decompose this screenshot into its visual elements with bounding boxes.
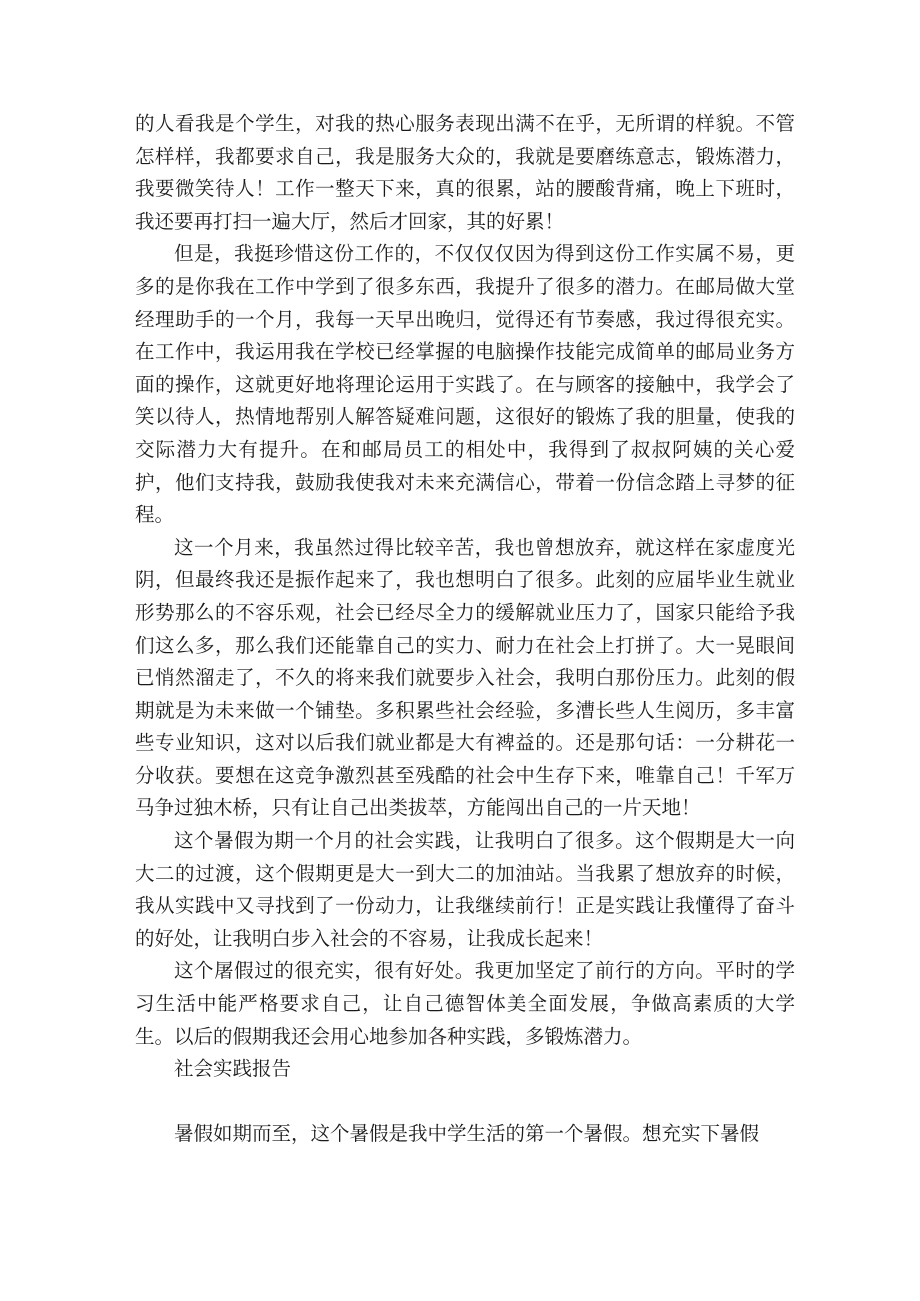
section-spacer <box>135 1086 795 1118</box>
paragraph: 这个屠假过的很充实，很有好处。我更加坚定了前行的方向。平时的学习生活中能严格要求自己，让自己德智体美全面发展，争做高素质的大学生。以后的假期我还会用心地参加各种实践，多锻炼潜力。 <box>135 959 795 1048</box>
paragraph: 暑假如期而至，这个暑假是我中学生活的第一个暑假。想充实下暑假 <box>174 1121 760 1145</box>
paragraph-continued: 的人看我是个学生，对我的热心服务表现出满不在乎，无所谓的样貌。不管怎样样，我都要求自己，我是服务大众的，我就是要磨练意志，锻炼潜力，我要微笑待人！工作一整天下来，真的很累，站的腰酸背痛，晚上下班时，我还要再打扫一遍大厅，然后才回家，其的好累！ <box>135 112 795 233</box>
paragraph: 但是，我挺珍惜这份工作的，不仅仅仅因为得到这份工作实属不易，更多的是你我在工作中学到了很多东西，我提升了很多的潜力。在邮局做大堂经理助手的一个月，我每一天早出晚归，觉得还有节奏感，我过得很充实。在工作中，我运用我在学校已经掌握的电脑操作技能完成简单的邮局业务方面的操作，这就更好地将理论运用于实践了。在与顾客的接触中，我学会了笑以待人，热情地帮别人解答疑难问题，这很好的锻炼了我的胆量，使我的交际潜力大有提升。在和邮局员工的相处中，我得到了叔叔阿姨的关心爱护，他们支持我，鼓励我使我对未来充满信心，带着一份信念踏上寻梦的征程。 <box>135 242 795 527</box>
paragraph: 这个暑假为期一个月的社会实践，让我明白了很多。这个假期是大一向大二的过渡，这个假期更是大一到大二的加油站。当我累了想放弃的时候，我从实践中又寻找到了一份动力，让我继续前行！正是实践让我懂得了奋斗的好处，让我明白步入社会的不容易，让我成长起来！ <box>135 829 795 950</box>
paragraph: 这一个月来，我虽然过得比较辛苦，我也曾想放弃，就这样在家虚度光阴，但最终我还是振作起来了，我也想明白了很多。此刻的应届毕业生就业形势那么的不容乐观，社会已经尽全力的缓解就业压力了，国家只能给予我们这么多，那么我们还能靠自己的实力、耐力在社会上打拼了。大一晃眼间已悄然溜走了，不久的将来我们就要步入社会，我明白那份压力。此刻的假期就是为未来做一个铺垫。多积累些社会经验，多漕长些人生阅历，多丰富些专业知识，这对以后我们就业都是大有裨益的。还是那句话：一分耕花一分收获。要想在这竞争激烈甚至残酷的社会中生存下来，唯靠自己！千军万马争过独木桥，只有让自己出类拔萃，方能闯出自己的一片天地！ <box>135 535 795 820</box>
document-body <box>135 108 795 1150</box>
section-title: 社会实践报告 <box>174 1057 292 1081</box>
